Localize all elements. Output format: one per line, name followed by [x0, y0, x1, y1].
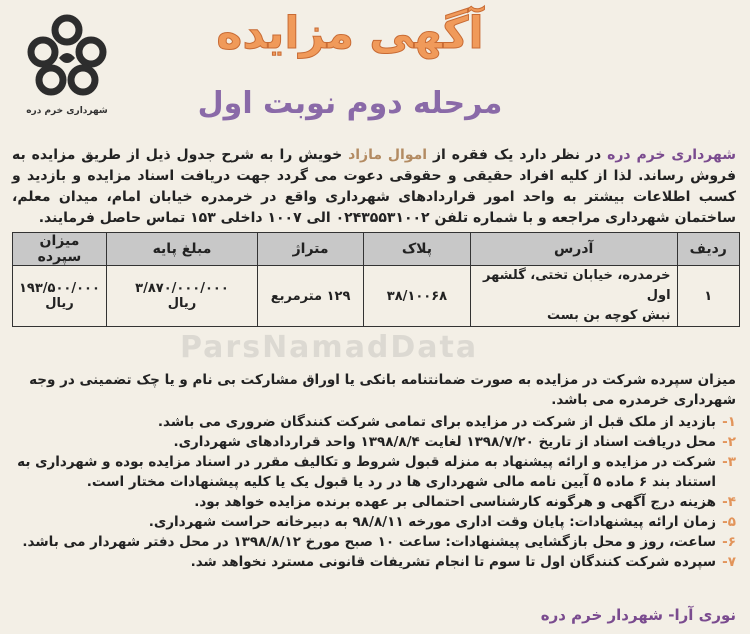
- cell-plaque: ۳۸/۱۰۰۶۸: [364, 266, 471, 327]
- intro-lead: شهرداری خرم دره: [607, 147, 736, 163]
- cell-area: ۱۲۹ مترمربع: [258, 266, 364, 327]
- header-index: ردیف: [677, 233, 739, 266]
- list-item: [12, 532, 736, 552]
- terms-list: [12, 412, 736, 572]
- logo-caption: شهرداری خرم دره: [26, 106, 108, 116]
- cell-deposit: [13, 266, 107, 327]
- list-item: [12, 432, 736, 452]
- term-number: ۳-: [722, 454, 736, 470]
- list-item: [12, 492, 736, 512]
- intro-text-1: در نظر دارد یک فقره از: [433, 147, 602, 163]
- intro-highlight: اموال مازاد: [348, 147, 428, 163]
- deposit-note: میزان سپرده شرکت در مزایده به صورت ضمانتنامه بانکی یا اوراق مشارکت بی نام و یا چک تضمینی در وجه شهرداری خرمدره می باشد.: [29, 372, 736, 408]
- cell-address: [470, 266, 677, 327]
- intro-paragraph: [12, 145, 736, 229]
- header-base-price: مبلغ پایه: [106, 233, 257, 266]
- term-text: محل دریافت اسناد از تاریخ ۱۳۹۸/۷/۲۰ لغایت ۱۳۹۸/۸/۴ واحد قراردادهای شهرداری.: [173, 434, 716, 450]
- table-header-row: [13, 233, 740, 266]
- cell-index: ۱: [677, 266, 739, 327]
- term-text: سپرده شرکت کنندگان اول تا سوم تا انجام تشریفات قانونی مسترد نخواهد شد.: [190, 554, 716, 570]
- term-number: ۲-: [722, 434, 736, 450]
- notice-title: آگهی مزایده: [216, 8, 484, 59]
- list-item: [12, 412, 736, 432]
- list-item: [12, 512, 736, 532]
- list-item: [12, 552, 736, 572]
- header-area: متراژ: [258, 233, 364, 266]
- term-text: ساعت، روز و محل بازگشایی پیشنهادات: ساعت ۱۰ صبح مورخ ۱۳۹۸/۸/۱۲ در محل دفتر شهردار می باشد.: [22, 534, 716, 550]
- header-deposit: میزان سپرده: [13, 233, 107, 266]
- deposit-unit: ریال: [45, 296, 74, 311]
- cell-base-price: [106, 266, 257, 327]
- term-text: بازدید از ملک قبل از شرکت در مزایده برای تمامی شرکت کنندگان ضروری می باشد.: [157, 414, 716, 430]
- auction-table: [12, 232, 740, 327]
- base-price-unit: ریال: [167, 296, 197, 311]
- term-text: زمان ارائه پیشنهادات: پایان وقت اداری مورخه ۹۸/۸/۱۱ به دبیرخانه حراست شهرداری.: [148, 514, 716, 530]
- deposit-value: ۱۹۳/۵۰۰/۰۰۰: [19, 281, 100, 296]
- intro-text-2: خویش را به شرح جدول ذیل از طریق مزایده به فروش رساند. لذا از کلیه افراد حقیقی و حقوقی دعوت می گردد جهت دریافت اسناد مزایده و بازدید و کسب اطلاعات بیشتر به واحد امور قراردادهای شهرداری واقع در خرمدره خیابان امام، میدان معلم، ساختمان شهرداری مراجعه و با شماره تلفن ۰۲۴۳۵۵۳۱۰۰۲ الی ۱۰۰۷ داخلی ۱۵۳ تماس حاصل فرمایند.: [12, 147, 736, 226]
- notice-subtitle: مرحله دوم نوبت اول: [197, 86, 503, 121]
- list-item: [12, 452, 736, 492]
- term-number: ۵-: [722, 514, 736, 530]
- table-row: [13, 266, 740, 327]
- header-address: آدرس: [470, 233, 677, 266]
- address-line-1: خرمدره، خیابان تختی، گلشهر اول: [483, 268, 671, 303]
- watermark: ParsNamadData: [180, 330, 479, 365]
- term-number: ۴-: [722, 494, 736, 510]
- term-text: شرکت در مزایده و ارائه پیشنهاد به منزله قبول شروط و تکالیف مقرر در اسناد مزایده بوده و شهرداری به استناد بند ۶ ماده ۵ آیین نامه مالی شهرداری ها در رد یا قبول یک یا کلیه پیشنهادات مختار است.: [17, 454, 716, 490]
- term-number: ۷-: [722, 554, 736, 570]
- base-price-value: ۳/۸۷۰/۰۰۰/۰۰۰: [135, 281, 229, 296]
- term-text: هزینه درج آگهی و هرگونه کارشناسی احتمالی بر عهده برنده مزایده خواهد بود.: [194, 494, 716, 510]
- municipality-logo: [12, 12, 122, 130]
- header-plaque: پلاک: [364, 233, 471, 266]
- logo-emblem-icon: [21, 12, 113, 104]
- term-number: ۶-: [722, 534, 736, 550]
- term-number: ۱-: [722, 414, 736, 430]
- signature: نوری آرا- شهردار خرم دره: [540, 606, 736, 624]
- address-line-2: نبش کوچه بن بست: [546, 308, 671, 323]
